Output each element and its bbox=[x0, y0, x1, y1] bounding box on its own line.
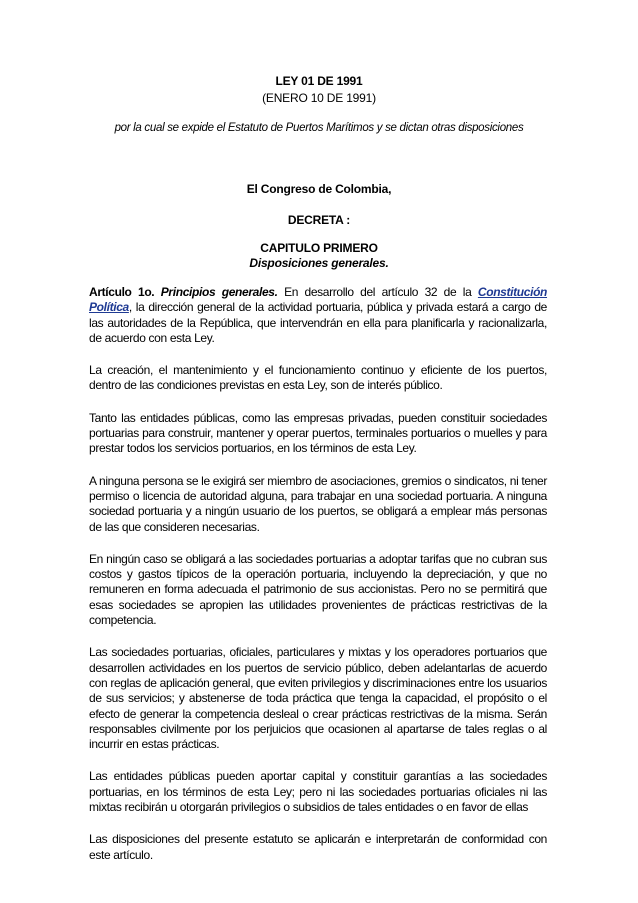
congress-heading: El Congreso de Colombia, bbox=[246, 182, 392, 196]
article-paragraph: La creación, el mantenimiento y el funcionamiento continuo y eficiente de los puertos, dentro de las condiciones previstas en esta Ley, son de interés público. bbox=[89, 363, 547, 393]
constitucion-link[interactable]: Constitución Política bbox=[89, 285, 548, 315]
article-paragraph: Las entidades públicas pueden aportar capital y constituir garantías a las sociedades portuarias, en los términos de esta Ley; pero ni las sociedades portuarias oficiales ni las mixtas recibirán u otorgarán privilegios o subsidios de tales entidades o en favor de ellas bbox=[89, 769, 547, 815]
article-intro-text: En desarrollo del artículo 32 de la bbox=[284, 285, 472, 299]
law-date: (ENERO 10 DE 1991) bbox=[262, 91, 376, 105]
chapter-title: CAPITULO PRIMERO bbox=[260, 241, 378, 255]
article-paragraph: Las disposiciones del presente estatuto se aplicarán e interpretarán de conformidad con este artículo. bbox=[89, 832, 547, 862]
article-title: Principios generales. bbox=[160, 285, 278, 299]
article-paragraph: En ningún caso se obligará a las sociedades portuarias a adoptar tarifas que no cubran sus costos y gastos típicos de la operación portuaria, incluyendo la depreciación, y que no remuneren en forma adecuada el patrimonio de sus accionistas. Pero no se permitirá que esas sociedades se apropien las utilidades provenientes de prácticas restrictivas de la competencia. bbox=[89, 551, 547, 628]
article-paragraph: Tanto las entidades públicas, como las empresas privadas, pueden constituir sociedades portuarias para construir, mantener y operar puertos, terminales portuarios o muelles y para prestar todos los servicios portuarios, en los términos de esta Ley. bbox=[89, 410, 547, 456]
law-subtitle: por la cual se expide el Estatuto de Puertos Marítimos y se dictan otras disposiciones bbox=[114, 122, 524, 134]
article-body bbox=[89, 285, 547, 880]
article-1-intro bbox=[89, 285, 547, 346]
article-paragraph: Las sociedades portuarias, oficiales, particulares y mixtas y los operadores portuarios que desarrollen actividades en los puertos de servicio público, deben adelantarlas de acuerdo con reglas de aplicación general, que eviten privilegios y discriminaciones entre los usuarios de sus servicios; y abstenerse de toda práctica que tenga la capacidad, el propósito o el efecto de generar la competencia desleal o crear prácticas restrictivas de la misma. Serán responsables civilmente por los perjuicios que ocasionen al apartarse de tales reglas o al incurrir en estas prácticas. bbox=[89, 645, 547, 752]
article-paragraph: A ninguna persona se le exigirá ser miembro de asociaciones, gremios o sindicatos, ni tener permiso o licencia de autoridad alguna, para trabajar en una sociedad portuaria. A ninguna sociedad portuaria y a ningún usuario de los puertos, se obligará a emplear más personas de las que consideren necesarias. bbox=[89, 473, 547, 534]
article-label: Artículo 1o. bbox=[89, 285, 155, 299]
law-title: LEY 01 DE 1991 bbox=[275, 74, 363, 88]
chapter-subtitle: Disposiciones generales. bbox=[249, 256, 389, 270]
article-intro-rest: , la dirección general de la actividad portuaria, pública y privada estará a cargo de las autoridades de la República, que intervendrán en ella para planificarla y racionalizarla, de acuerdo con esta Ley. bbox=[89, 300, 547, 345]
decreta-heading: DECRETA : bbox=[287, 213, 351, 227]
